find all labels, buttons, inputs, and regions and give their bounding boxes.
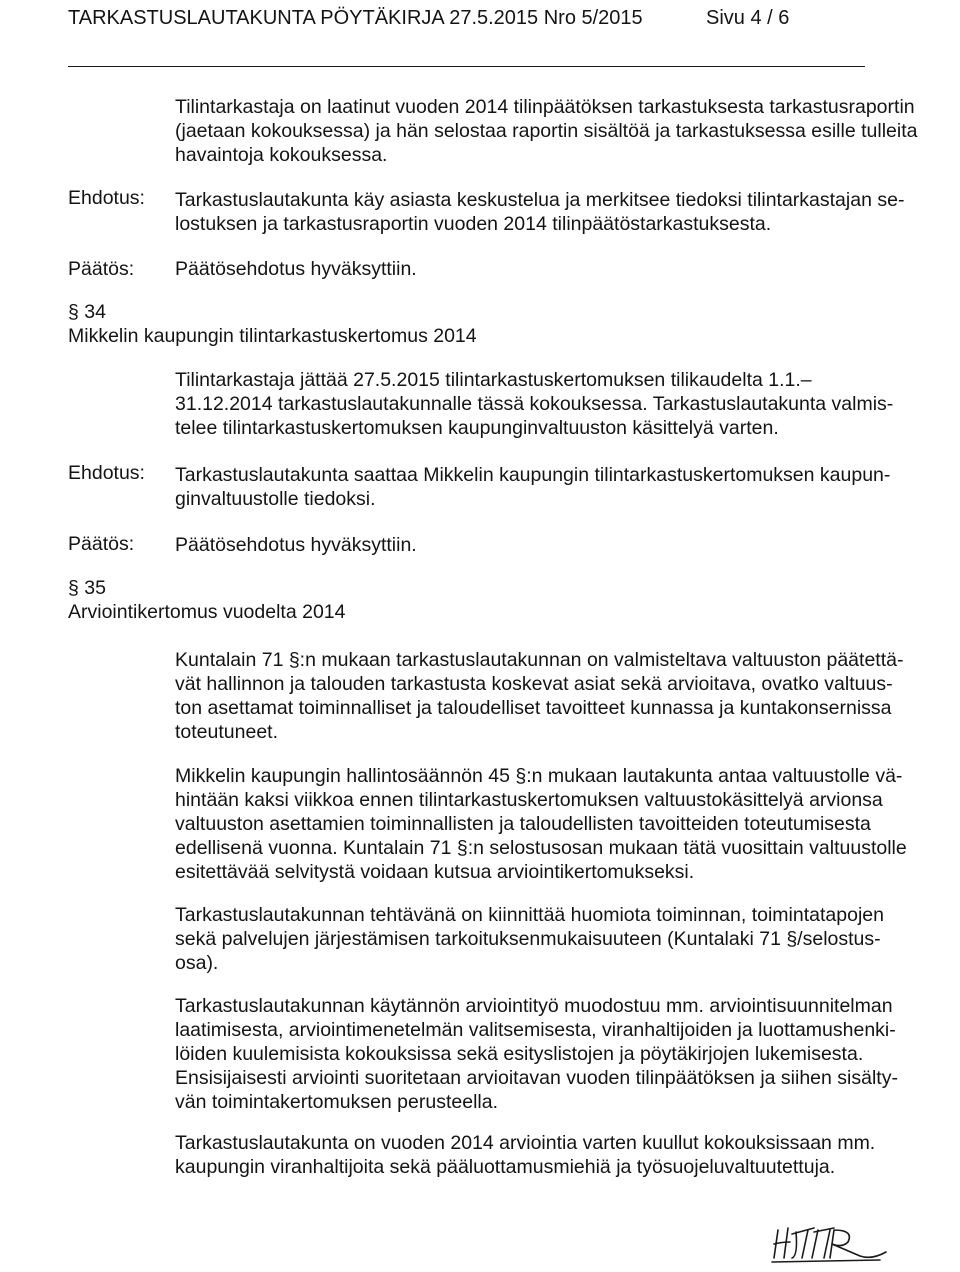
text-line: ginvaltuustolle tiedoksi.	[175, 488, 376, 510]
page-number: Sivu 4 / 6	[706, 7, 790, 29]
text-line: Tarkastuslautakunnan käytännön arviointityö muodostuu mm. arviointisuunnitelman	[175, 995, 893, 1017]
text-line: Tilintarkastaja on laatinut vuoden 2014 tilinpäätöksen tarkastuksesta tarkastusraportin	[175, 96, 915, 118]
section-number: § 34	[68, 301, 106, 323]
section-35-paragraph-4	[175, 994, 920, 1114]
text-line: vät hallinnon ja talouden tarkastusta koskevat asiat sekä arvioitava, ovatko valtuus-	[175, 673, 893, 695]
proposal-text	[175, 188, 920, 236]
text-line: (jaetaan kokouksessa) ja hän selostaa raportin sisältöä ja tarkastuksessa esille tulleita	[175, 120, 918, 142]
section-35-paragraph-2	[175, 764, 920, 884]
text-line: lostuksen ja tarkastusraportin vuoden 2014 tilinpäätöstarkastuksesta.	[175, 213, 772, 235]
text-line: 31.12.2014 tarkastuslautakunnalle tässä kokouksessa. Tarkastuslautakunta valmis-	[175, 393, 894, 415]
decision-text	[175, 257, 920, 281]
proposal-label: Ehdotus:	[68, 462, 145, 484]
text-line: esitettävää selvitystä voidaan kutsua arviointikertomukseksi.	[175, 861, 695, 883]
decision-text	[175, 533, 920, 557]
text-line: vän toimintakertomuksen perusteella.	[175, 1091, 498, 1113]
intro-paragraph	[175, 95, 920, 167]
section-number: § 35	[68, 577, 106, 599]
text-line: löiden kuulemisista kokouksissa sekä esityslistojen ja pöytäkirjojen lukemisesta.	[175, 1043, 864, 1065]
decision-label: Päätös:	[68, 533, 135, 555]
section-35-paragraph-5	[175, 1131, 920, 1179]
proposal-text	[175, 463, 920, 511]
section-35-paragraph-1	[175, 648, 920, 744]
text-line: Tilintarkastaja jättää 27.5.2015 tilintarkastuskertomuksen tilikaudelta 1.1.–	[175, 369, 812, 391]
section-title: Mikkelin kaupungin tilintarkastuskertomus 2014	[68, 325, 477, 347]
decision-label: Päätös:	[68, 258, 135, 280]
text-line: ton asettamat toiminnalliset ja taloudelliset tavoitteet kunnassa ja kuntakonsernissa	[175, 697, 892, 719]
text-line: Tarkastuslautakunnan tehtävänä on kiinnittää huomiota toiminnan, toimintatapojen	[175, 904, 884, 926]
text-line: edellisenä vuonna. Kuntalain 71 §:n selostusosan mukaan tätä vuosittain valtuustolle	[175, 837, 907, 859]
header-rule	[68, 66, 865, 67]
text-line: kaupungin viranhaltijoita sekä pääluottamusmiehiä ja työsuojeluvaltuutettuja.	[175, 1156, 836, 1178]
section-34-paragraph	[175, 368, 920, 440]
text-line: valtuuston asettamien toiminnallisten ja taloudellisten tavoitteiden toteutumisesta	[175, 813, 871, 835]
handwritten-initials	[768, 1218, 898, 1266]
text-line: Tarkastuslautakunta on vuoden 2014 arviointia varten kuullut kokouksissaan mm.	[175, 1132, 876, 1154]
text-line: hintään kaksi viikkoa ennen tilintarkastuskertomuksen valtuustokäsittelyä arvionsa	[175, 789, 883, 811]
text-line: Tarkastuslautakunta saattaa Mikkelin kaupungin tilintarkastuskertomuksen kaupun-	[175, 464, 891, 486]
text-line: telee tilintarkastuskertomuksen kaupunginvaltuuston käsittelyä varten.	[175, 417, 779, 439]
section-35-heading	[68, 576, 346, 624]
section-34-heading	[68, 300, 477, 348]
page-header	[68, 4, 808, 34]
text-line: Tarkastuslautakunta käy asiasta keskustelua ja merkitsee tiedoksi tilintarkastajan se-	[175, 189, 905, 211]
text-line: osa).	[175, 952, 219, 974]
text-line: havaintoja kokouksessa.	[175, 144, 388, 166]
section-title: Arviointikertomus vuodelta 2014	[68, 601, 346, 623]
text-line: sekä palvelujen järjestämisen tarkoituksenmukaisuuteen (Kuntalaki 71 §/selostus-	[175, 928, 881, 950]
document-title: TARKASTUSLAUTAKUNTA PÖYTÄKIRJA 27.5.2015 Nro 5/2015	[68, 7, 643, 29]
text-line: Päätösehdotus hyväksyttiin.	[175, 534, 417, 556]
proposal-label: Ehdotus:	[68, 187, 145, 209]
text-line: Ensisijaisesti arviointi suoritetaan arvioitavan vuoden tilinpäätöksen ja siihen sisälty-	[175, 1067, 898, 1089]
text-line: toteutuneet.	[175, 721, 279, 743]
text-line: Päätösehdotus hyväksyttiin.	[175, 258, 417, 280]
text-line: Kuntalain 71 §:n mukaan tarkastuslautakunnan on valmisteltava valtuuston päätettä-	[175, 649, 904, 671]
text-line: laatimisesta, arviointimenetelmän valitsemisesta, viranhaltijoiden ja luottamushenki-	[175, 1019, 896, 1041]
section-35-paragraph-3	[175, 903, 920, 975]
text-line: Mikkelin kaupungin hallintosäännön 45 §:n mukaan lautakunta antaa valtuustolle vä-	[175, 765, 903, 787]
